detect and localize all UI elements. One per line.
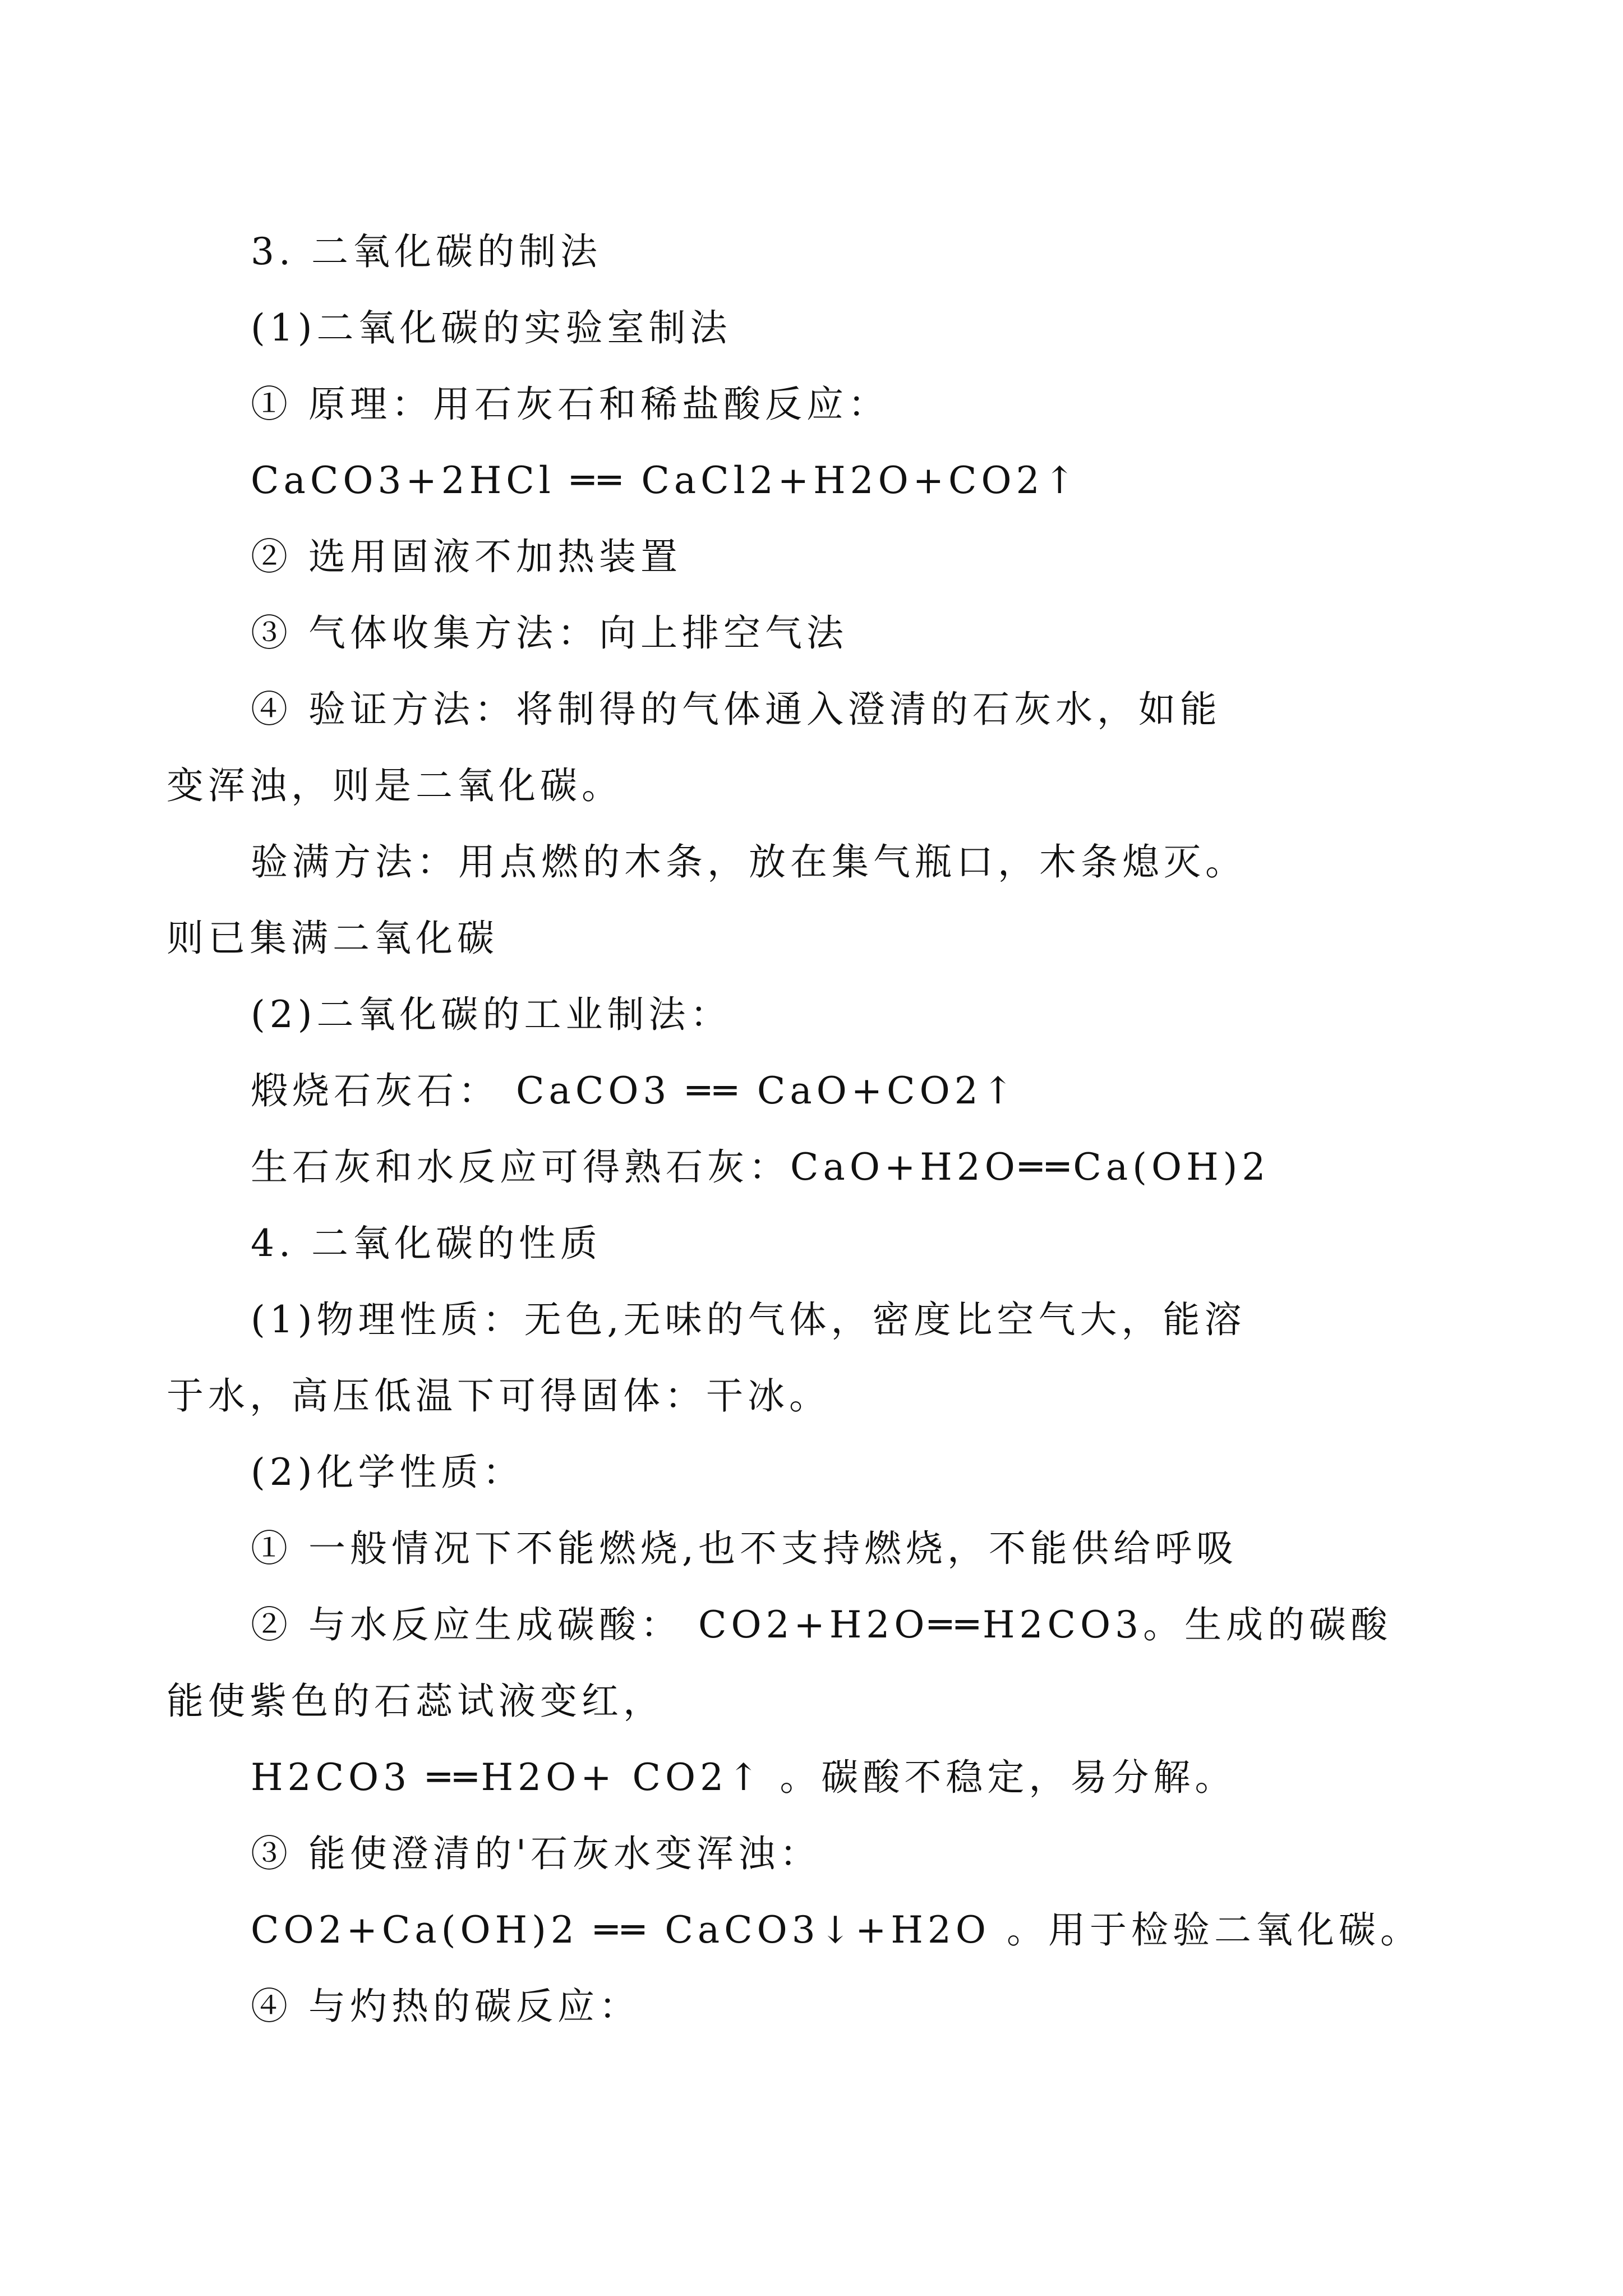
full-check-line: 验满方法：用点燃的木条，放在集气瓶口，木条熄灭。 [251,840,1247,884]
carbonic-acid-continuation: 能使紫色的石蕊试液变红， [167,1680,665,1723]
slaked-lime-line: 生石灰和水反应可得熟石灰：CaO+H2O══Ca(OH)2 [251,1145,1270,1189]
subsection-heading-industrial: (2)二氧化碳的工业制法： [251,993,732,1036]
principle-line: ① 原理：用石灰石和稀盐酸反应： [251,383,889,426]
physical-properties-continuation: 于水，高压低温下可得固体：干冰。 [167,1374,831,1418]
verification-continuation: 变浑浊，则是二氧化碳。 [167,764,623,807]
hot-carbon-line: ④ 与灼热的碳反应： [251,1985,640,2028]
limewater-equation-line: CO2+Ca(OH)2 ══ CaCO3↓+H2O 。用于检验二氧化碳。 [251,1908,1422,1952]
limewater-line: ③ 能使澄清的'石灰水变浑浊： [251,1832,822,1875]
section-heading-3: 3. 二氧化碳的制法 [251,230,602,273]
apparatus-line: ② 选用固液不加热装置 [251,535,682,578]
full-check-continuation: 则已集满二氧化碳 [167,917,499,960]
calcination-line: 煅烧石灰石： CaCO3 ══ CaO+CO2↑ [251,1069,1018,1112]
decomposition-line: H2CO3 ══H2O+ CO2↑ 。碳酸不稳定，易分解。 [251,1756,1237,1799]
collection-method-line: ③ 气体收集方法：向上排空气法 [251,611,848,655]
chemical-properties-heading: (2)化学性质： [251,1451,524,1494]
equation-line: CaCO3+2HCl ══ CaCl2+H2O+CO2↑ [251,459,1080,502]
subsection-heading-lab-method: (1)二氧化碳的实验室制法 [251,306,732,349]
verification-line: ④ 验证方法：将制得的气体通入澄清的石灰水，如能 [251,688,1221,731]
physical-properties-line: (1)物理性质：无色,无味的气体，密度比空气大，能溶 [251,1298,1246,1341]
section-heading-4: 4. 二氧化碳的性质 [251,1222,602,1265]
combustion-line: ① 一般情况下不能燃烧,也不支持燃烧，不能供给呼吸 [251,1527,1238,1570]
carbonic-acid-line: ② 与水反应生成碳酸： CO2+H2O══H2CO3。生成的碳酸 [251,1603,1393,1646]
document-body [167,214,1422,2045]
